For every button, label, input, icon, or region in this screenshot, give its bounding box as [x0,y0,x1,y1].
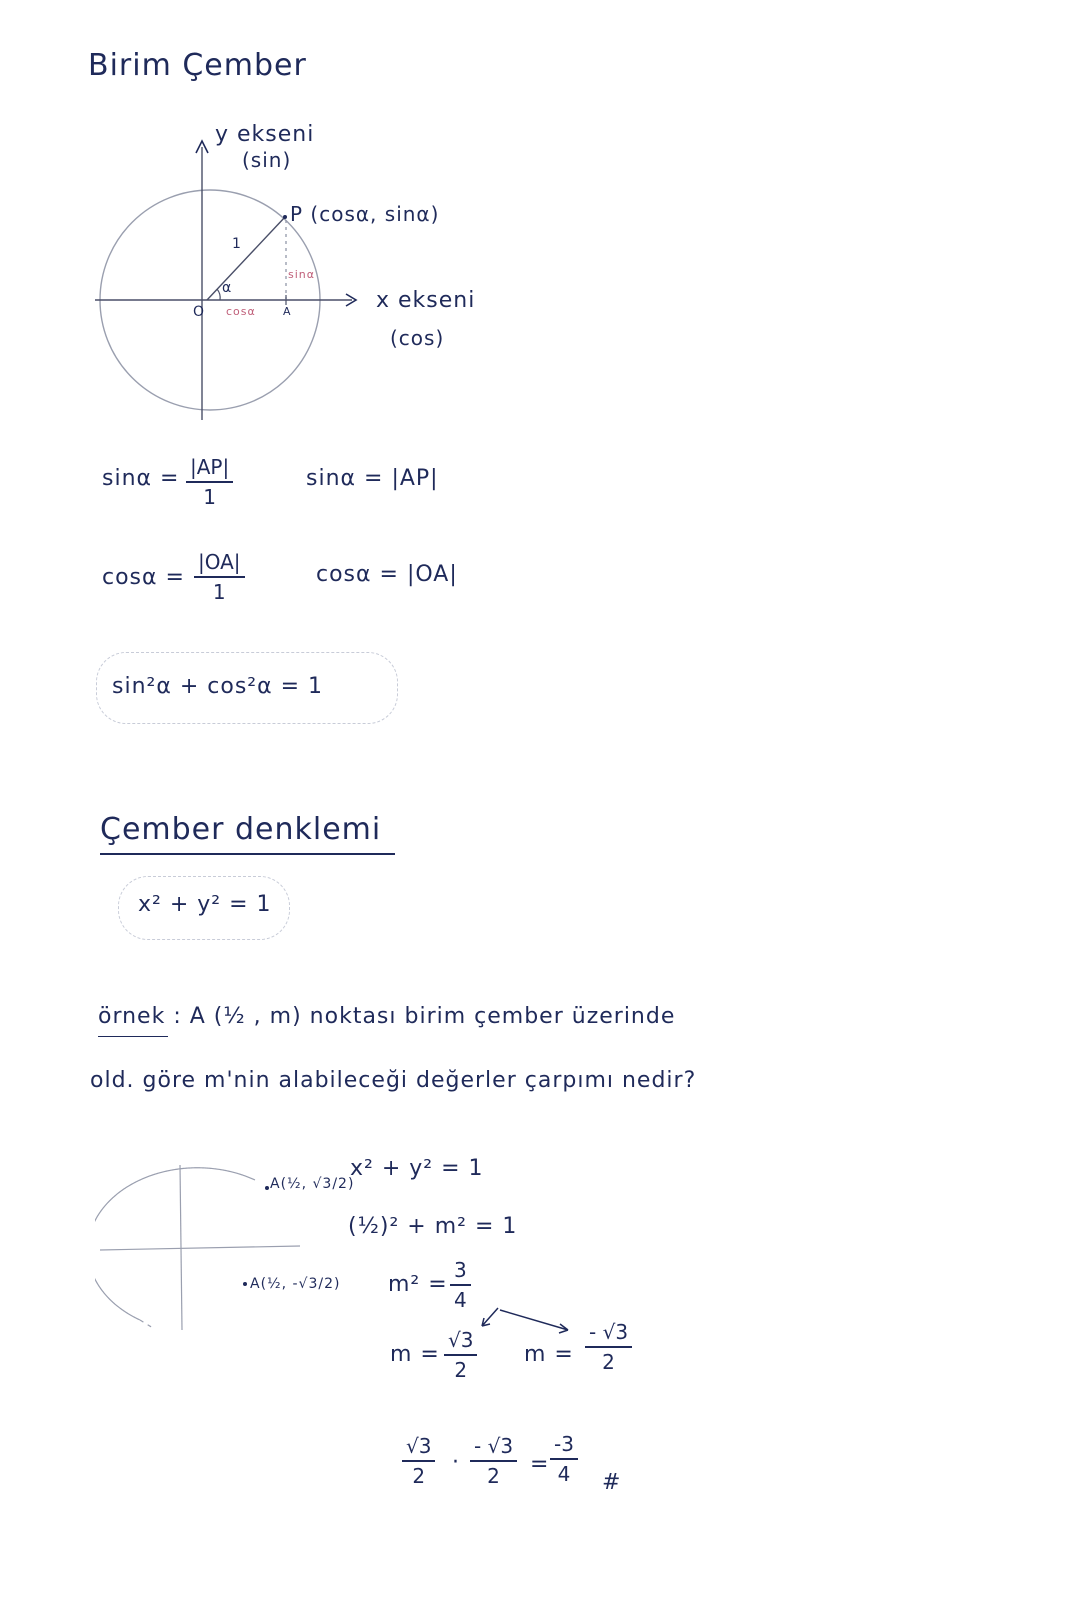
sketch-x-axis [100,1246,300,1250]
solution-point-bottom: A(½, -√3/2) [250,1276,341,1292]
sin-segment-label: sinα [288,268,316,281]
solution-eq-3-den: 4 [454,1288,467,1312]
product-a-num: √3 [402,1434,435,1462]
solution-point-top: A(½, √3/2) [270,1176,355,1192]
solution-eq-2: (½)² + m² = 1 [348,1214,518,1239]
example-underline [98,1036,168,1037]
cos-def-numerator: |OA| [194,550,245,578]
section-title-underline [100,853,395,855]
product-dot: · [452,1450,460,1475]
product-result-fraction [550,1432,578,1486]
solution-m2-num: - √3 [585,1320,632,1348]
page-heading: Birim Çember [88,48,307,83]
product-fraction-a [402,1434,435,1488]
solution-m1-lhs: m = [390,1342,440,1367]
solution-eq-3-fraction [450,1258,471,1312]
product-equals: = [530,1452,550,1477]
solution-m1-den: 2 [454,1358,468,1382]
right-arrow-icon [500,1310,568,1333]
angle-arc [217,289,220,300]
point-a-label: A [283,305,292,318]
cos-def-fraction [194,550,245,604]
example-line-2: old. göre m'nin alabileceği değerler çarpımı nedir? [90,1068,697,1093]
product-result-den: 4 [557,1462,571,1486]
y-axis-label: y ekseni [215,122,315,147]
solution-m2-den: 2 [602,1350,615,1374]
sketch-point-top [265,1186,269,1190]
sketch-y-axis [180,1165,182,1330]
cos-segment-label: cosα [226,305,256,318]
x-axis-label: x ekseni [376,288,476,313]
unit-circle-diagram [90,125,650,445]
solution-m2-lhs: m = [524,1342,574,1367]
radius-op [207,217,285,300]
sin-def-lhs: sinα = [102,466,180,491]
angle-label: α [222,280,233,296]
cos-def-result: cosα = |OA| [316,562,458,587]
product-a-den: 2 [412,1464,426,1488]
circle-equation: x² + y² = 1 [138,892,272,917]
section-title: Çember denklemi [100,812,382,847]
sin-def-numerator: |AP| [186,455,233,483]
sketch-circle [95,1168,255,1320]
sketch-point-bottom [243,1282,247,1286]
solution-m2-fraction [585,1320,632,1374]
solution-eq-1: x² + y² = 1 [350,1156,484,1181]
y-axis-sub-label: (sin) [242,148,292,172]
example-line-1: örnek : A (½ , m) noktası birim çember üzerinde [98,1004,676,1029]
cos-def-denominator: 1 [212,580,226,604]
point-p-label: P (cosα, sinα) [290,202,440,226]
x-axis-sub-label: (cos) [390,326,445,350]
product-result-num: -3 [550,1432,578,1460]
sin-def-denominator: 1 [203,485,216,509]
left-arrow-icon [482,1308,498,1326]
solution-m1-num: √3 [444,1328,477,1356]
end-mark: # [602,1470,622,1495]
sin-def-fraction [186,455,233,509]
cos-def-lhs: cosα = [102,565,185,590]
solution-m1-fraction [444,1328,477,1382]
origin-label: O [193,304,206,320]
product-b-den: 2 [487,1464,500,1488]
solution-eq-3-lhs: m² = [388,1272,448,1297]
product-b-num: - √3 [470,1434,517,1462]
pythagorean-identity: sin²α + cos²α = 1 [112,674,324,699]
point-p-marker [283,215,287,219]
product-fraction-b [470,1434,517,1488]
sketch-circle-dash [140,1320,153,1328]
solution-eq-3-num: 3 [450,1258,471,1286]
radius-label: 1 [232,236,242,252]
sin-def-result: sinα = |AP| [306,466,439,491]
